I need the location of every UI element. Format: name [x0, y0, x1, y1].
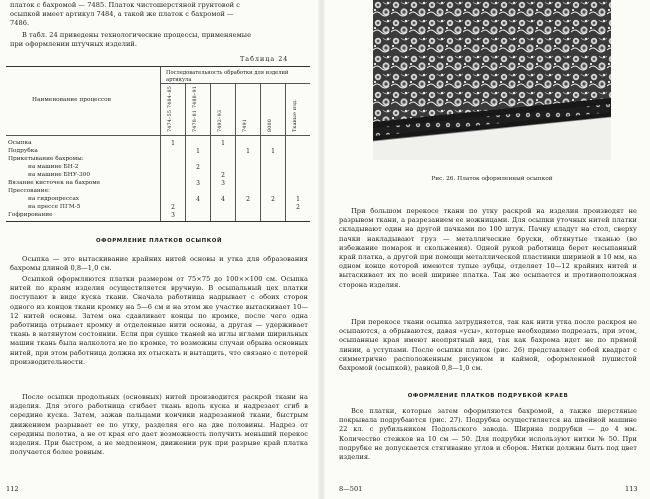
stub-header: Наименование процессов [32, 97, 111, 103]
paragraph: При большом перекосе ткани по утку раскрой на изделия производят не разрывом ткани, а разрезанием ее ножницами. Для осыпки уточных нитей платки складывают один на другой пачками по 100 штук. Пачку кладут на стол, сверху пачки накладывают груз — металлические бруски, обтянутые тканью (во избежание помарок и скольжения). Одной рукой работница берет несыпанный край платка, а другой при помощи металлической пластинки шириной в 10 мм, на одном конце которой имеются тупые зубцы, отделяет 10—12 крайних нитей и вытаскивает их по всей ширине платка. Так же осыпается и противоположная сторона изделия. [339, 207, 637, 289]
cell-value: 4 [196, 196, 200, 203]
cell-value: 1 [221, 140, 225, 147]
article-header: 7478–81 7488–91 [193, 86, 198, 132]
cell-value: 2 [271, 196, 275, 203]
book-gutter [318, 0, 325, 499]
article-header: 7492–93 [218, 109, 223, 132]
paragraph: Все платки, которые затем оформляются бахромой, а также шерстяные покрывала подрубаются (рис. 27). Подрубка осуществляется на швейной машине 22 кл. с рубильником Подольского завода. Ширина подрубки — до 4 мм. Количество стежков на 10 см — 50. Для подрубки используют нитки № 50. При подрубке не допускается стягивание углов и сборок. Нитки должны быть под цвет изделия. [339, 407, 637, 462]
article-header: 7474–55 7484–85 [168, 86, 173, 132]
cell-value: 2 [246, 196, 250, 203]
shawl-image [373, 0, 611, 160]
group-header: Последовательность обработки для изделий артикула [166, 70, 289, 83]
text-line: В табл. 24 приведены технологические процессы, применяемые [22, 31, 252, 39]
text-line: при оформлении штучных изделий. [10, 40, 137, 49]
patterned-shawl-photo [373, 0, 611, 160]
article-header: 7491 [243, 118, 248, 132]
cell-value: 2 [296, 204, 300, 211]
text-line: осыпкой имеет артикул 7484, а такой же платок с бахромой — [10, 10, 234, 19]
row-label: Гофрирование [8, 212, 53, 218]
row-label: на машине БНУ-300 [28, 172, 91, 178]
paragraph: При перекосе ткани осыпка затрудняется, так как нити утка после раскроя не осыпаются, а обрываются, давая «усы», которые необходимо подрезать, при этом, осыпанные края имеют неопрятный вид, так как бахрома идет не по прямой линии, а уступами. После осыпки платок (рис. 26) представляет собой квадрат с симметрично расположенным рисунком и каймой, оформленной пушистой бахромой (осыпкой), равной 0,8—1,0 см. [339, 318, 637, 373]
row-label: Прикетывание бахромы: [8, 156, 84, 162]
cell-value: 1 [271, 148, 275, 155]
row-label: на прессе ПГМ-5 [28, 204, 81, 210]
process-table [6, 66, 310, 222]
section-title: ОФОРМЛЕНИЕ ПЛАТКОВ ОСЫПКОЙ [95, 238, 223, 244]
cell-value: 2 [171, 204, 175, 211]
section-title: ОФОРМЛЕНИЕ ПЛАТКОВ ПОДРУБКОЙ КРАЕВ [407, 393, 569, 399]
paragraph: После осыпки продольных (основных) нитей производится раскрой ткани на изделия. Для этого работница сгибает ткань вдоль куска и надрезает сгиб в середине куска. Затем, зажав пальцами кончики надрезанной ткани, быстрым движением разрывает ее по утку, разделяя его на две половины. Надрез от середины полотна, а не от края его дает возможность получить меньший перекос изделия. При быстром, а не медленном, движении рук при разрыве край платка получается более ровным. [10, 393, 308, 457]
text-line: платок с бахромой — 7485. Платок чистошерстяной грунтовой с [10, 1, 240, 9]
right-page [325, 0, 650, 499]
table-intro [10, 31, 308, 49]
left-page [0, 0, 318, 499]
row-label: на машине БН-2 [28, 164, 79, 170]
signature-mark: 8—501 [339, 485, 363, 493]
page-number: 112 [6, 485, 19, 493]
cell-value: 1 [246, 148, 250, 155]
cell-value: 3 [221, 180, 225, 187]
paragraph: Осыпкой оформляются платки размером от 75×75 до 100××100 см. Осыпка нитей по краям изделия осуществляется вручную. В осыпальный цех платки поступают в виде куска ткани. Сначала работница надрывает с обоих сторон одного из концов ткани кромку на 5—6 см и на этом же участке вытаскивает 10—12 нитей основы. Затем она сдавливает концы по кромке, после чего одна работница отрывает кромку и отделенные нити основы, а другая — удерживает ткань в натянутом состоянии. Если при сушке тканей на иглы иглами ширильных машин ткань была налколота не по кромке, то возможны случаи обрыва основных нитей, при этом работница должна их отыскать и вытащить, что связано с потерей производительности. [10, 275, 308, 366]
cell-value: 2 [221, 172, 225, 179]
cell-value: 2 [196, 164, 200, 171]
row-label: Осыпка [8, 140, 32, 146]
cell-value: 3 [196, 180, 200, 187]
text-line: 7486. [10, 19, 30, 28]
cell-value: 1 [296, 196, 300, 203]
cell-value: 4 [221, 196, 225, 203]
top-text [10, 1, 308, 29]
article-header: Тканые изд. [293, 99, 298, 132]
row-label: Прессование: [8, 188, 51, 194]
cell-value: 3 [171, 212, 175, 219]
page-number: 113 [625, 485, 638, 493]
cell-value: 1 [171, 140, 175, 147]
paragraph: Осыпка — это вытаскивание крайних нитей основы и утка для образования бахромы длиной 0,8—1,0 см. [10, 255, 308, 273]
row-label: Подрубка [8, 148, 38, 154]
figure-caption: Рис. 26. Платок оформленный осыпкой [431, 176, 553, 182]
row-label: на гидропрессах [28, 196, 80, 202]
row-label: Вязание кисточек на бахроме [8, 180, 101, 186]
cell-value: 1 [196, 148, 200, 155]
article-header: 8000 [268, 118, 273, 132]
table-caption: Таблица 24 [240, 55, 289, 63]
